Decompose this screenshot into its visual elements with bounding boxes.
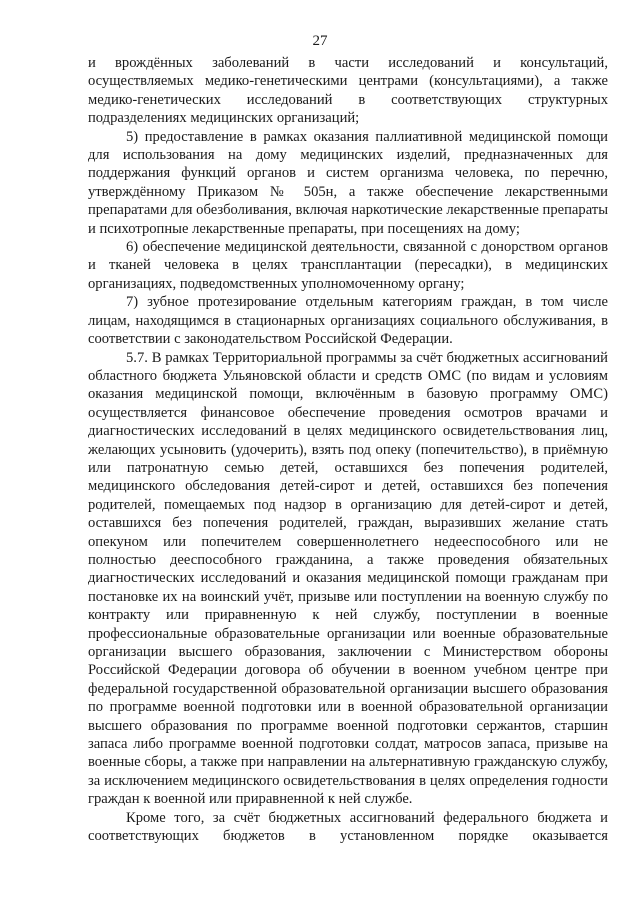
list-item-6: 6) обеспечение медицинской деятельности, связанной с донорством органов и тканей человека в целях трансплантации (пересадки), в медицинских организациях, подведомственных уполномоченному органу;	[88, 239, 608, 292]
document-body	[88, 54, 608, 845]
paragraph-continuation: и врождённых заболеваний в части исследований и консультаций, осуществляемых медико-генетическими центрами (консультациями), а также медико-генетических исследований в соответствующих структурных подразделениях медицинских организаций;	[88, 55, 608, 127]
list-item-5: 5) предоставление в рамках оказания паллиативной медицинской помощи для использования на дому медицинских изделий, предназначенных для поддержания функций органов и систем организма человека, по перечню, утверждённому Приказом № 505н, а также обеспечение лекарственными препаратами для обезболивания, включая наркотические лекарственные препараты и психотропные лекарственные препараты, при посещениях на дому;	[88, 128, 608, 237]
section-5-7-paragraph: 5.7. В рамках Территориальной программы за счёт бюджетных ассигнований областного бюджета Ульяновской области и средств ОМС (по видам и условиям оказания медицинской помощи, включённым в базовую программу ОМС) осуществляется финансовое обеспечение проведения осмотров врачами и диагностических исследований в целях медицинского освидетельствования лиц, желающих усыновить (удочерить), взять под опеку (попечительство), в приёмную или патронатную семью детей, оставшихся без попечения родителей, медицинского обследования детей-сирот и детей, оставшихся без попечения родителей, помещаемых под надзор в организацию для детей-сирот и детей, оставшихся без попечения родителей, граждан, выразивших желание стать опекуном или попечителем совершеннолетнего недееспособного или не полностью дееспособного гражданина, а также проведения обязательных диагностических исследований и оказания медицинской помощи гражданам при постановке их на воинский учёт, призыве или поступлении на военную службу по контракту или приравненную к ней службу, поступлении в военные профессиональные образовательные организации или военные образовательные организации высшего образования, заключении с Министерством обороны Российской Федерации договора об обучении в военном учебном центре при федеральной государственной образовательной организации высшего образования по программе военной подготовки или в военной образовательной организации высшего образования по программе военной подготовки сержантов, старшин запаса либо программе военной подготовки солдат, матросов запаса, призыве на военные сборы, а также при направлении на альтернативную гражданскую службу, за исключением медицинского освидетельствования в целях определения годности граждан к военной или приравненной к ней службе.	[88, 349, 608, 808]
closing-paragraph: Кроме того, за счёт бюджетных ассигнований федерального бюджета и соответствующих бюджетов в установленном порядке оказывается	[88, 809, 608, 845]
page-number: 27	[312, 33, 328, 49]
list-item-7: 7) зубное протезирование отдельным категориям граждан, в том числе лицам, находящимся в стационарных организациях социального обслуживания, в соответствии с законодательством Российской Федерации.	[88, 294, 608, 348]
